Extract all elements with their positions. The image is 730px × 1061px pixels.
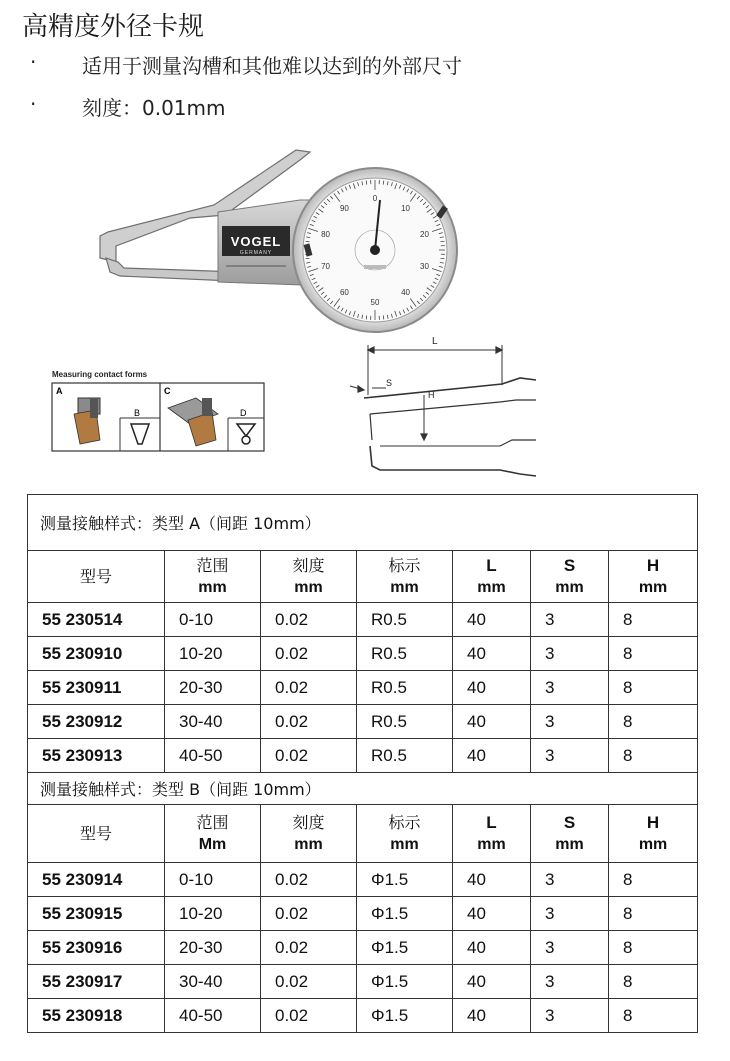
table-cell: 30-40 <box>165 705 261 739</box>
table-row <box>28 637 698 671</box>
table-cell: 8 <box>609 863 698 897</box>
model-number: 55 230918 <box>28 999 165 1033</box>
header-unit: mm <box>477 578 506 596</box>
table-cell: 3 <box>531 637 609 671</box>
table-cell: R0.5 <box>357 671 453 705</box>
table-cell: 8 <box>609 739 698 773</box>
table-cell: 0-10 <box>165 863 261 897</box>
product-figure <box>0 130 730 490</box>
table-cell: 0.02 <box>261 999 357 1033</box>
spec-table <box>27 494 698 1033</box>
section-title: 测量接触样式：类型 B（间距 10mm） <box>28 773 698 805</box>
column-header <box>609 551 698 603</box>
table-row <box>28 705 698 739</box>
column-header <box>165 551 261 603</box>
section-row <box>28 495 698 551</box>
column-header <box>531 551 609 603</box>
header-unit: mm <box>294 578 323 596</box>
header-row <box>28 551 698 603</box>
table-cell: 0.02 <box>261 705 357 739</box>
table-cell: 40-50 <box>165 999 261 1033</box>
column-header <box>609 805 698 863</box>
header-label: L <box>486 555 497 575</box>
dial-number: 80 <box>321 229 330 239</box>
table-cell: Φ1.5 <box>357 863 453 897</box>
table-cell: 3 <box>531 671 609 705</box>
table-cell: 0.02 <box>261 671 357 705</box>
table-cell: 3 <box>531 603 609 637</box>
table-cell: 3 <box>531 705 609 739</box>
table-cell: 40 <box>453 897 531 931</box>
header-label: S <box>563 812 576 832</box>
table-row <box>28 739 698 773</box>
table-cell: Φ1.5 <box>357 965 453 999</box>
header-label: L <box>486 812 497 832</box>
table-row <box>28 931 698 965</box>
model-number: 55 230916 <box>28 931 165 965</box>
table-cell: R0.5 <box>357 705 453 739</box>
header-label: 型号 <box>79 823 112 843</box>
table-cell: 0-10 <box>165 603 261 637</box>
header-row <box>28 805 698 863</box>
dial-number: 50 <box>370 298 380 307</box>
header-unit: mm <box>294 835 323 853</box>
table-cell: 40 <box>453 705 531 739</box>
table-cell: 40 <box>453 671 531 705</box>
header-label: 范围 <box>196 555 229 575</box>
table-cell: 0.02 <box>261 739 357 773</box>
table-cell: R0.5 <box>357 637 453 671</box>
table-cell: 40 <box>453 603 531 637</box>
contact-label-c: C <box>164 386 171 396</box>
table-cell: 8 <box>609 999 698 1033</box>
table-row <box>28 897 698 931</box>
model-number: 55 230915 <box>28 897 165 931</box>
table-cell: 0.02 <box>261 863 357 897</box>
header-unit: Mm <box>198 835 227 853</box>
contact-label-d: D <box>240 408 247 418</box>
table-row <box>28 671 698 705</box>
table-cell: 30-40 <box>165 965 261 999</box>
section-title: 测量接触样式：类型 A（间距 10mm） <box>28 495 698 551</box>
dial-number: 90 <box>339 203 349 213</box>
table-cell: 10-20 <box>165 637 261 671</box>
table-cell: 40 <box>453 965 531 999</box>
table-cell: 8 <box>609 897 698 931</box>
table-cell: 8 <box>609 603 698 637</box>
section-row <box>28 773 698 805</box>
header-label: 标示 <box>388 812 421 832</box>
dial-gauge <box>293 168 457 332</box>
table-row <box>28 965 698 999</box>
table-cell: 8 <box>609 671 698 705</box>
contact-label-a: A <box>56 386 63 396</box>
header-unit: mm <box>390 578 419 596</box>
dimension-drawing <box>350 345 536 476</box>
header-label: S <box>563 555 576 575</box>
column-header <box>531 805 609 863</box>
table-cell: 20-30 <box>165 931 261 965</box>
dimension-label-h: H <box>428 390 435 400</box>
column-header <box>357 805 453 863</box>
table-cell: 8 <box>609 637 698 671</box>
table-cell: 8 <box>609 965 698 999</box>
table-cell: 0.02 <box>261 897 357 931</box>
model-number: 55 230912 <box>28 705 165 739</box>
column-header <box>357 551 453 603</box>
header-unit: mm <box>555 835 584 853</box>
column-header <box>28 805 165 863</box>
column-header <box>165 805 261 863</box>
dial-number: 30 <box>420 262 429 272</box>
dial-number: 40 <box>401 288 411 298</box>
dial-number: 70 <box>321 262 330 272</box>
model-number: 55 230917 <box>28 965 165 999</box>
model-number: 55 230914 <box>28 863 165 897</box>
table-cell: Φ1.5 <box>357 999 453 1033</box>
header-label: 标示 <box>388 555 421 575</box>
table-cell: Φ1.5 <box>357 897 453 931</box>
header-label: 范围 <box>196 812 229 832</box>
model-number: 55 230514 <box>28 603 165 637</box>
table-cell: R0.5 <box>357 603 453 637</box>
contact-forms-panel <box>52 370 264 451</box>
header-label: H <box>646 812 660 832</box>
column-header <box>261 551 357 603</box>
table-row <box>28 603 698 637</box>
table-cell: 8 <box>609 931 698 965</box>
bullet-text: 适用于测量沟槽和其他难以达到的外部尺寸 <box>82 54 462 78</box>
model-number: 55 230911 <box>28 671 165 705</box>
table-cell: 8 <box>609 705 698 739</box>
table-cell: 0.02 <box>261 637 357 671</box>
header-label: H <box>646 555 660 575</box>
column-header <box>28 551 165 603</box>
table-cell: 40 <box>453 999 531 1033</box>
bullet-text: 刻度：0.01mm <box>82 96 226 120</box>
dial-number: 60 <box>339 288 349 298</box>
column-header <box>261 805 357 863</box>
bullet-dot: · <box>30 50 37 74</box>
table-cell: 0.02 <box>261 965 357 999</box>
table-cell: 10-20 <box>165 897 261 931</box>
header-unit: mm <box>638 835 668 853</box>
contact-label-b: B <box>134 408 141 418</box>
table-row <box>28 999 698 1033</box>
page-title: 高精度外径卡规 <box>22 12 205 42</box>
column-header <box>453 805 531 863</box>
model-number: 55 230910 <box>28 637 165 671</box>
dimension-label-s: S <box>386 378 393 388</box>
header-unit: mm <box>198 578 227 596</box>
table-cell: 20-30 <box>165 671 261 705</box>
table-cell: 3 <box>531 931 609 965</box>
bullet-dot: · <box>30 92 37 116</box>
dial-number: 10 <box>401 203 411 213</box>
header-unit: mm <box>477 835 506 853</box>
table-cell: 3 <box>531 999 609 1033</box>
header-label: 刻度 <box>292 555 325 575</box>
table-cell: 3 <box>531 897 609 931</box>
table-cell: 3 <box>531 739 609 773</box>
brand-logo: VOGEL <box>230 234 282 249</box>
table-cell: R0.5 <box>357 739 453 773</box>
header-unit: mm <box>390 835 419 853</box>
header-unit: mm <box>638 578 668 596</box>
header-label: 刻度 <box>292 812 325 832</box>
table-cell: 40 <box>453 931 531 965</box>
table-cell: 40 <box>453 739 531 773</box>
dimension-label-l: L <box>432 336 438 347</box>
table-cell: 3 <box>531 863 609 897</box>
dial-number: 0 <box>372 194 378 203</box>
table-cell: 40-50 <box>165 739 261 773</box>
table-cell: 40 <box>453 863 531 897</box>
model-number: 55 230913 <box>28 739 165 773</box>
column-header <box>453 551 531 603</box>
dial-number: 20 <box>420 229 429 239</box>
table-cell: Φ1.5 <box>357 931 453 965</box>
table-cell: 3 <box>531 965 609 999</box>
contact-forms-title: Measuring contact forms <box>52 370 148 379</box>
table-row <box>28 863 698 897</box>
header-unit: mm <box>555 578 584 596</box>
brand-subtitle: GERMANY <box>239 250 273 256</box>
table-cell: 0.02 <box>261 603 357 637</box>
table-cell: 0.02 <box>261 931 357 965</box>
header-label: 型号 <box>79 566 112 586</box>
table-cell: 40 <box>453 637 531 671</box>
